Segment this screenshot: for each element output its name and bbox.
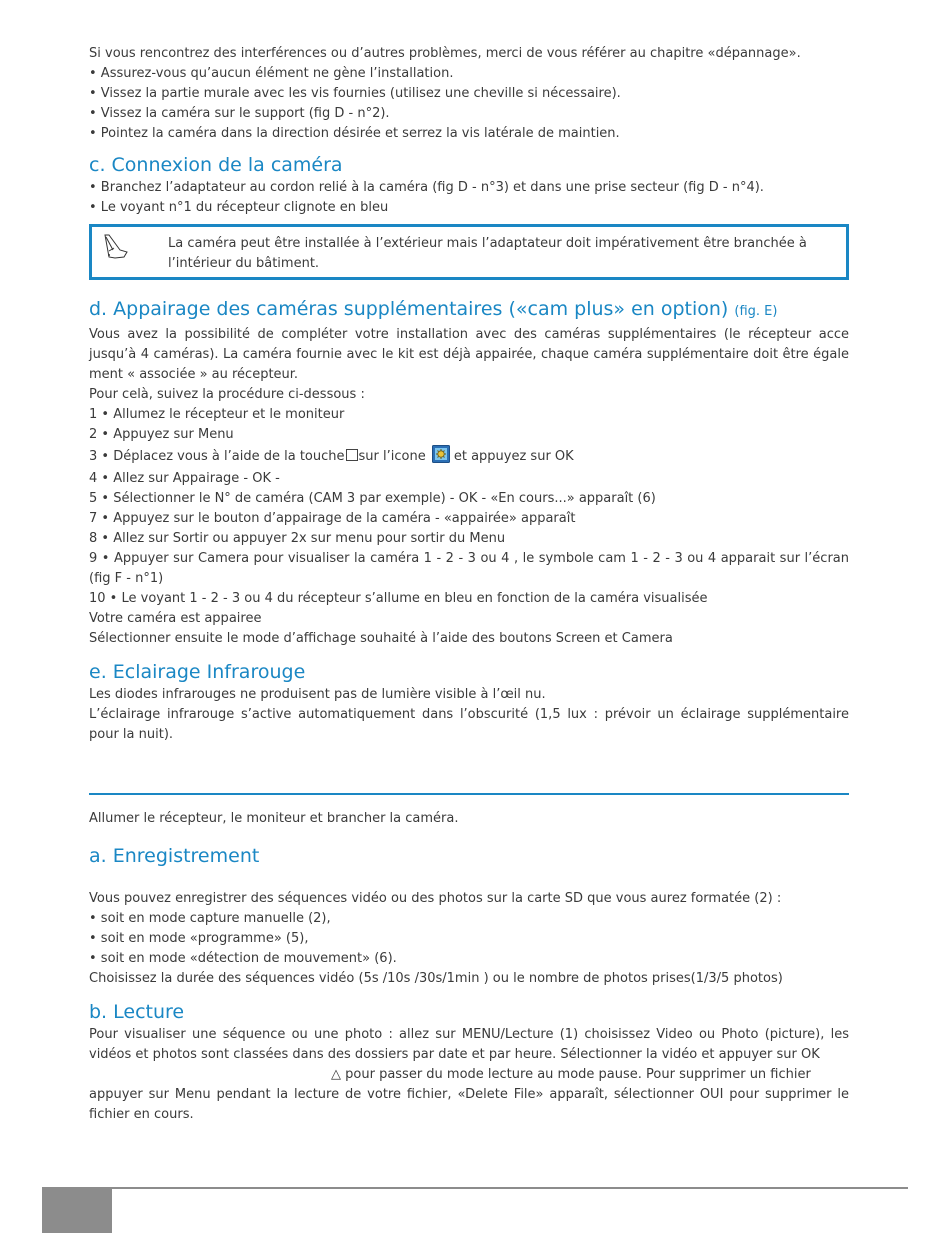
section-a-line: • soit en mode «détection de mouvement» (6). (89, 951, 397, 966)
step-item: 4 • Allez sur Appairage - OK - (89, 471, 280, 486)
navigation-key-icon (346, 449, 358, 461)
section-a-line: • soit en mode «programme» (5), (89, 931, 309, 946)
step-item: 10 • Le voyant 1 - 2 - 3 ou 4 du récepteur s’allume en bleu en fonction de la caméra visualisée (89, 591, 708, 606)
section-e-line: L’éclairage infrarouge s’active automatiquement dans l’obscurité (1,5 lux : prévoir un éclairage supplémentaire pour la nuit). (89, 707, 849, 742)
intro-line: • Pointez la caméra dans la direction désirée et serrez la vis latérale de maintien. (89, 126, 620, 141)
step3-part-b: sur l’icone (358, 449, 426, 464)
up-arrow-icon: △ (331, 1067, 341, 1082)
section-b-pause-text: pour passer du mode lecture au mode pause. Pour supprimer un fichier (345, 1067, 811, 1082)
section-c-line: • Le voyant n°1 du récepteur clignote en bleu (89, 200, 389, 215)
intro-sentence: Allumer le récepteur, le moniteur et brancher la caméra. (89, 811, 459, 826)
step3-part-c: et appuyez sur OK (453, 449, 574, 464)
section-b-paragraph: Pour visualiser une séquence ou une photo : allez sur MENU/Lecture (1) choisissez Video ou Photo (picture), les vidéos et photos sont classées dans des dossiers par date et par heure. Sélectionner la vidéo et appuyer sur OK (89, 1027, 849, 1062)
step-item-3 (89, 445, 849, 469)
step-item: 7 • Appuyez sur le bouton d’appairage de la caméra - «appairée» apparaît (89, 511, 576, 526)
pairing-settings-icon (432, 445, 450, 463)
intro-line: • Vissez la caméra sur le support (fig D - n°2). (89, 106, 390, 121)
section-c-line: • Branchez l’adaptateur au cordon relié à la caméra (fig D - n°3) et dans une prise secteur (fig D - n°4). (89, 180, 764, 195)
section-a-line: • soit en mode capture manuelle (2), (89, 911, 331, 926)
section-d-done: Votre caméra est appairee (89, 611, 262, 626)
section-c-title: c. Connexion de la caméra (89, 154, 343, 176)
section-d-title-text: d. Appairage des caméras supplémentaires («cam plus» en option) (89, 298, 729, 320)
step-item: 5 • Sélectionner le N° de caméra (CAM 3 par exemple) - OK - «En cours...» apparaît (6) (89, 491, 656, 506)
footer-rule (42, 1187, 908, 1189)
section-a-line: Choisissez la durée des séquences vidéo (5s /10s /30s/1min ) ou le nombre de photos prises(1/3/5 photos) (89, 971, 783, 986)
intro-line: Si vous rencontrez des interférences ou d’autres problèmes, merci de vous référer au chapitre «dépannage». (89, 46, 801, 61)
section-e-title: e. Eclairage Infrarouge (89, 661, 306, 683)
section-a-line: Vous pouvez enregistrer des séquences vidéo ou des photos sur la carte SD que vous aurez formatée (2) : (89, 891, 782, 906)
section-a-title: a. Enregistrement (89, 845, 260, 867)
intro-line: • Assurez-vous qu’aucun élément ne gène l’installation. (89, 66, 454, 81)
warning-hand-icon (100, 231, 130, 261)
section-d-display: Sélectionner ensuite le mode d’affichage souhaité à l’aide des boutons Screen et Camera (89, 631, 673, 646)
warning-text: La caméra peut être installée à l’extérieur mais l’adaptateur doit impérativement être branchée à l’intérieur du bâtiment. (168, 236, 807, 271)
step-item: 2 • Appuyez sur Menu (89, 427, 234, 442)
step3-part-a: 3 • Déplacez vous à l’aide de la touche (89, 449, 345, 464)
section-d-title (89, 296, 849, 325)
section-d-lead: Pour celà, suivez la procédure ci-dessous : (89, 387, 365, 402)
intro-line: • Vissez la partie murale avec les vis fournies (utilisez une cheville si nécessaire). (89, 86, 621, 101)
section-b-pause-line (89, 1065, 849, 1085)
step-item: 9 • Appuyer sur Camera pour visualiser la caméra 1 - 2 - 3 ou 4 , le symbole cam 1 - 2 - 3 ou 4 apparait sur l’écran (fig F - n°1) (89, 551, 849, 586)
section-d-title-ref: (fig. E) (734, 304, 778, 319)
warning-box (89, 224, 849, 280)
section-d-paragraph: Vous avez la possibilité de compléter votre installation avec des caméras supplémentaires (le récepteur acce jusqu’à 4 caméras). La caméra fournie avec le kit est déjà appairée, chaque caméra supplémentaire doit être égale ment « associée » au récepteur. (89, 327, 849, 382)
step-item: 8 • Allez sur Sortir ou appuyer 2x sur menu pour sortir du Menu (89, 531, 506, 546)
section-divider (89, 793, 849, 795)
section-e-line: Les diodes infrarouges ne produisent pas de lumière visible à l’œil nu. (89, 687, 546, 702)
intro-block (89, 44, 849, 144)
section-b-title: b. Lecture (89, 1001, 185, 1023)
page-content (89, 44, 849, 1125)
step-item: 1 • Allumez le récepteur et le moniteur (89, 407, 345, 422)
footer-page-tab (42, 1188, 112, 1233)
section-b-paragraph: appuyer sur Menu pendant la lecture de votre fichier, «Delete File» apparaît, sélectionner OUI pour supprimer le fichier en cours. (89, 1087, 849, 1122)
